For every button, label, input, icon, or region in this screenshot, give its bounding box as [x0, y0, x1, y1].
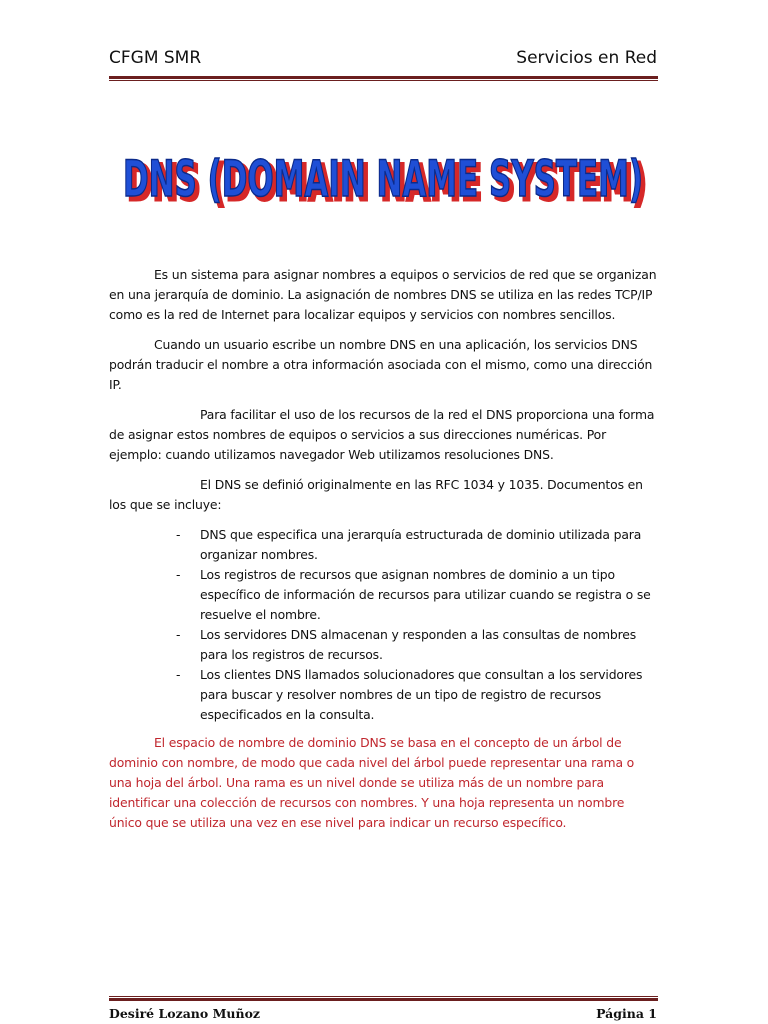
list-item: - Los registros de recursos que asignan nombres de dominio a un tipo específico de información de recursos para utilizar cuando se registra o se resuelve el nombre. [176, 567, 651, 622]
list-item: - Los clientes DNS llamados solucionadores que consultan a los servidores para buscar y resolver nombres de un tipo de registro de recursos especificados en la consulta. [176, 667, 643, 722]
footer-rule-thin [109, 996, 658, 997]
header-rule [109, 76, 658, 79]
title-shadow: DNS (DOMAIN NAME SYSTEM) [127, 154, 647, 212]
paragraph-usage: Cuando un usuario escribe un nombre DNS en una aplicación, los servicios DNS podrán traducir el nombre a otra información asociada con el mismo, como una dirección IP. [109, 337, 653, 392]
paragraph-namespace: El espacio de nombre de dominio DNS se basa en el concepto de un árbol de dominio con nombre, de modo que cada nivel del árbol puede representar una rama o una hoja del árbol. Una rama es un nivel donde se utiliza más de un nombre para identificar una colección de recursos con nombres. Y una hoja representa un nombre único que se utiliza una vez en ese nivel para indicar un recurso específico. [109, 735, 635, 830]
paragraph-resources: Para facilitar el uso de los recursos de la red el DNS proporciona una forma de asignar estos nombres de equipos o servicios a sus direcciones numéricas. Por ejemplo: cuando utilizamos navegador Web utilizamos resoluciones DNS. [109, 407, 655, 462]
title-wordart [108, 138, 660, 218]
paragraph-intro: Es un sistema para asignar nombres a equipos o servicios de red que se organizan en una jerarquía de dominio. La asignación de nombres DNS se utiliza en las redes TCP/IP como es la red de Internet para localizar equipos y servicios con nombres sencillos. [109, 267, 657, 322]
page-number: Página 1 [596, 1006, 657, 1021]
list-item: - DNS que especifica una jerarquía estructurada de dominio utilizada para organizar nombres. [176, 527, 642, 562]
header-subject: Servicios en Red [516, 48, 657, 68]
list-item: - Los servidores DNS almacenan y responden a las consultas de nombres para los registros de recursos. [176, 627, 637, 662]
footer-rule [109, 998, 658, 1001]
paragraph-rfc: El DNS se definió originalmente en las RFC 1034 y 1035. Documentos en los que se incluye: [109, 477, 643, 512]
page-header [109, 48, 657, 74]
document-body [109, 265, 657, 843]
title-text: DNS (DOMAIN NAME SYSTEM) [123, 150, 643, 208]
header-rule-thin [109, 80, 658, 81]
header-course: CFGM SMR [109, 48, 202, 68]
document-title [108, 138, 660, 218]
rfc-list [109, 525, 657, 725]
page-footer [109, 1006, 657, 1024]
footer-author: Desiré Lozano Muñoz [109, 1006, 261, 1021]
